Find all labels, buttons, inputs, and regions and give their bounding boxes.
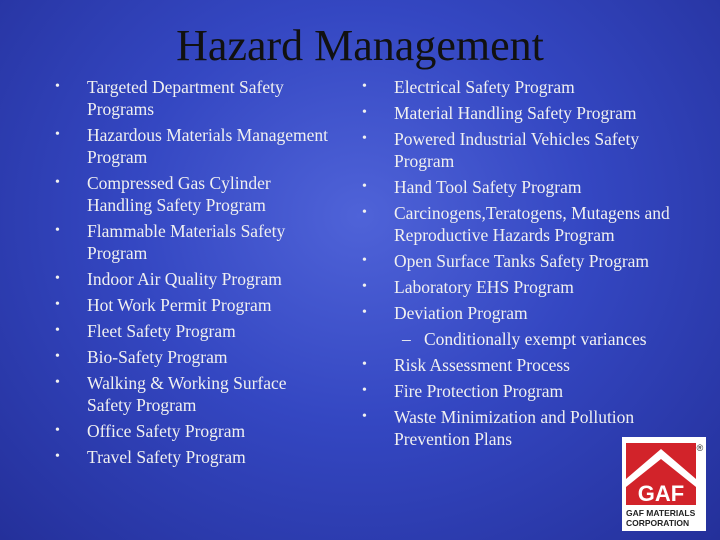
bullet-icon: •: [362, 279, 367, 294]
bullet-icon: •: [362, 79, 367, 94]
list-item-text: Waste Minimization and Pollution Prevention Plans: [394, 407, 635, 449]
bullet-icon: •: [362, 357, 367, 372]
list-item: [362, 354, 687, 376]
bullet-icon: •: [362, 205, 367, 220]
logo-mark-text: GAF: [637, 481, 685, 506]
list-item: [362, 76, 687, 98]
list-item: [55, 446, 330, 468]
bullet-icon: •: [55, 323, 60, 338]
bullet-icon: •: [55, 127, 60, 142]
logo-line-2: CORPORATION: [626, 518, 690, 528]
sub-list-item: [362, 328, 687, 350]
list-item-text: Walking & Working Surface Safety Program: [87, 373, 287, 415]
bullet-icon: •: [55, 449, 60, 464]
list-item-text: Bio-Safety Program: [87, 347, 228, 367]
list-item: [55, 320, 330, 342]
bullet-icon: •: [55, 271, 60, 286]
list-item-text: Hazardous Materials Management Program: [87, 125, 329, 167]
bullet-icon: •: [362, 383, 367, 398]
bullet-icon: •: [362, 131, 367, 146]
list-item: [362, 302, 687, 324]
gaf-logo: [622, 437, 706, 531]
list-item: [55, 268, 330, 290]
bullet-icon: •: [362, 179, 367, 194]
list-item: [362, 202, 687, 246]
list-item-text: Flammable Materials Safety Program: [87, 221, 286, 263]
bullet-icon: •: [55, 223, 60, 238]
list-item-text: Hot Work Permit Program: [87, 295, 272, 315]
bullet-icon: •: [55, 79, 60, 94]
right-bullet-list: [362, 76, 687, 454]
list-item: [55, 372, 330, 416]
slide-title: Hazard Management: [176, 21, 544, 70]
list-item: [362, 128, 687, 172]
list-item: [55, 76, 330, 120]
list-item: [362, 102, 687, 124]
list-item-text: Carcinogens,Teratogens, Mutagens and Reproductive Hazards Program: [394, 203, 670, 245]
list-item-text: Material Handling Safety Program: [394, 103, 637, 123]
bullet-icon: •: [55, 423, 60, 438]
list-item: [55, 172, 330, 216]
bullet-icon: •: [362, 305, 367, 320]
dash-icon: –: [402, 329, 411, 349]
list-item-text: Travel Safety Program: [87, 447, 246, 467]
registered-icon: ®: [696, 443, 704, 453]
list-item-text: Targeted Department Safety Programs: [87, 77, 284, 119]
bullet-icon: •: [55, 349, 60, 364]
bullet-icon: •: [362, 253, 367, 268]
logo-line-1: GAF MATERIALS: [626, 508, 696, 518]
list-item-text: Electrical Safety Program: [394, 77, 575, 97]
bullet-icon: •: [55, 375, 60, 390]
bullet-icon: •: [362, 409, 367, 424]
list-item: [362, 250, 687, 272]
list-item: [55, 346, 330, 368]
list-item: [55, 420, 330, 442]
list-item-text: Open Surface Tanks Safety Program: [394, 251, 650, 271]
list-item-text: Laboratory EHS Program: [394, 277, 574, 297]
bullet-icon: •: [362, 105, 367, 120]
list-item: [362, 380, 687, 402]
list-item: [55, 220, 330, 264]
list-item: [362, 176, 687, 198]
list-item: [55, 124, 330, 168]
list-item-text: Deviation Program: [394, 303, 528, 323]
list-item-text: Compressed Gas Cylinder Handling Safety Program: [87, 173, 271, 215]
sub-list-item-text: Conditionally exempt variances: [424, 329, 647, 349]
list-item-text: Powered Industrial Vehicles Safety Program: [394, 129, 640, 171]
list-item-text: Fleet Safety Program: [87, 321, 236, 341]
list-item-text: Office Safety Program: [87, 421, 246, 441]
bullet-icon: •: [55, 297, 60, 312]
list-item-text: Risk Assessment Process: [394, 355, 570, 375]
gaf-logo-mark: [622, 437, 706, 531]
list-item-text: Hand Tool Safety Program: [394, 177, 582, 197]
left-bullet-list: [55, 76, 330, 472]
list-item: [55, 294, 330, 316]
bullet-icon: •: [55, 175, 60, 190]
list-item-text: Fire Protection Program: [394, 381, 564, 401]
list-item: [362, 276, 687, 298]
list-item-text: Indoor Air Quality Program: [87, 269, 282, 289]
